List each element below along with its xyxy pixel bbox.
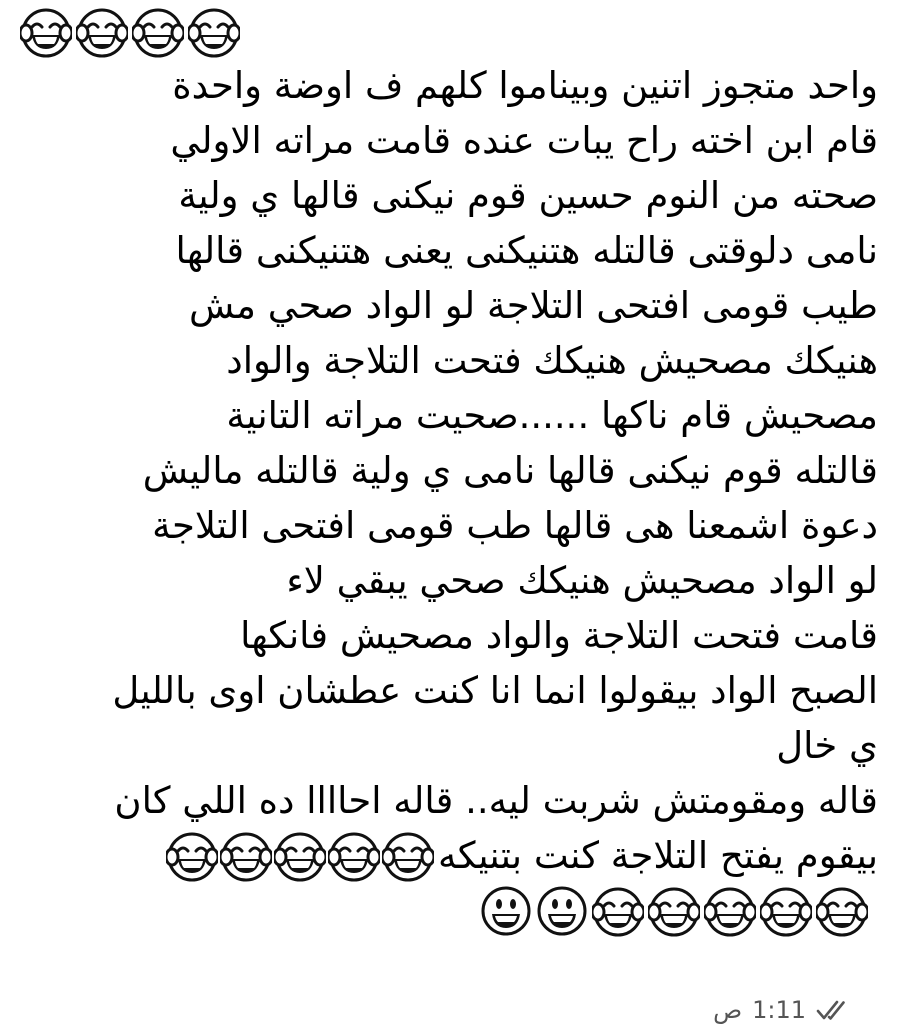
message-line: بيقوم يفتح التلاجة كنت بتنيكه bbox=[438, 834, 878, 877]
message-time: 1:11 bbox=[752, 996, 806, 1024]
message-meta bbox=[713, 996, 850, 1024]
face-with-tears-of-joy-icon bbox=[816, 885, 868, 937]
face-with-tears-of-joy-icon bbox=[76, 6, 128, 58]
message-line: طيب قومى افتحى التلاجة لو الواد صحي مش bbox=[188, 284, 878, 327]
message-line: الصبح الواد بيقولوا انما انا كنت عطشان اوى بالليل bbox=[112, 669, 878, 712]
face-with-tears-of-joy-icon bbox=[592, 885, 644, 937]
double-check-icon bbox=[816, 999, 850, 1021]
face-with-tears-of-joy-icon bbox=[166, 830, 218, 882]
message-line: ي خال bbox=[776, 724, 878, 767]
face-with-tears-of-joy-icon bbox=[188, 6, 240, 58]
message-last-line bbox=[20, 828, 878, 883]
message-line: دعوة اشمعنا هى قالها طب قومى افتحى التلاجة bbox=[152, 504, 878, 547]
message-line: واحد متجوز اتنين وبيناموا كلهم ف اوضة واحدة bbox=[172, 64, 878, 107]
time-period: ص bbox=[713, 996, 743, 1024]
face-with-tears-of-joy-icon bbox=[274, 830, 326, 882]
message-line: قامت فتحت التلاجة والواد مصحيش فانكها bbox=[240, 614, 878, 657]
face-with-tears-of-joy-icon bbox=[328, 830, 380, 882]
face-with-tears-of-joy-icon bbox=[760, 885, 812, 937]
bottom-emoji-row bbox=[20, 885, 878, 937]
message-line: قاله ومقومتش شربت ليه.. قاله احاااا ده اللي كان bbox=[114, 779, 878, 822]
grinning-face-icon bbox=[536, 885, 588, 937]
face-with-tears-of-joy-icon bbox=[20, 6, 72, 58]
message-text bbox=[20, 58, 878, 883]
message-line: قالتله قوم نيكنى قالها نامى ي ولية قالتله ماليش bbox=[142, 449, 878, 492]
message-line: نامى دلوقتى قالتله هتنيكنى يعنى هتنيكنى قالها bbox=[175, 229, 878, 272]
face-with-tears-of-joy-icon bbox=[704, 885, 756, 937]
message-line: مصحيش قام ناكها ......صحيت مراته التانية bbox=[226, 394, 878, 437]
message-line: صحته من النوم حسين قوم نيكنى قالها ي ولية bbox=[178, 174, 878, 217]
message-line: لو الواد مصحيش هنيكك صحي يبقي لاء bbox=[286, 559, 878, 602]
message-line: هنيكك مصحيش هنيكك فتحت التلاجة والواد bbox=[226, 339, 878, 382]
face-with-tears-of-joy-icon bbox=[382, 830, 434, 882]
face-with-tears-of-joy-icon bbox=[132, 6, 184, 58]
face-with-tears-of-joy-icon bbox=[220, 830, 272, 882]
top-emoji-row bbox=[20, 6, 878, 58]
face-with-tears-of-joy-icon bbox=[648, 885, 700, 937]
grinning-face-icon bbox=[480, 885, 532, 937]
inline-emoji-group bbox=[166, 830, 434, 882]
message-line: قام ابن اخته راح يبات عنده قامت مراته الاولي bbox=[170, 119, 878, 162]
